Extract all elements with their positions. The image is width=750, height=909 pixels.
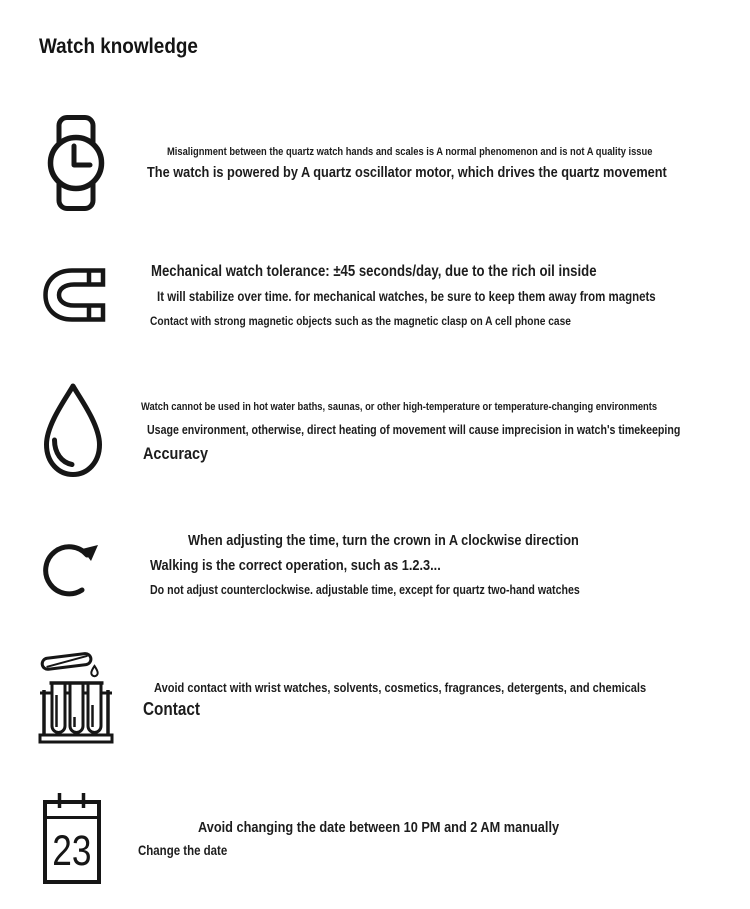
calendar-icon: [42, 791, 102, 886]
section-3-subline: Usage environment, otherwise, direct heating of movement will cause imprecision in watch's timekeeping: [147, 423, 681, 437]
section-1-note: Misalignment between the quartz watch hands and scales is A normal phenomenon and is not A quality issue: [167, 146, 653, 158]
test-tubes-icon: [38, 647, 114, 745]
wristwatch-icon: [45, 114, 107, 212]
section-4-headline: When adjusting the time, turn the crown in A clockwise direction: [188, 532, 579, 549]
section-4-subline: Walking is the correct operation, such as 1.2.3...: [150, 557, 441, 574]
section-6-headline: Avoid changing the date between 10 PM and 2 AM manually: [198, 819, 560, 836]
section-2-headline: Mechanical watch tolerance: ±45 seconds/day, due to the rich oil inside: [151, 263, 597, 280]
water-drop-icon: [41, 382, 105, 478]
section-2-note: Contact with strong magnetic objects such as the magnetic clasp on A cell phone case: [150, 314, 571, 328]
section-2-subline: It will stabilize over time. for mechanical watches, be sure to keep them away from magnets: [157, 289, 656, 304]
section-5-heading: Contact: [143, 699, 200, 719]
section-6-subline: Change the date: [138, 843, 228, 858]
clockwise-arrow-icon: [42, 529, 100, 605]
calendar-day-label: 23: [52, 826, 92, 875]
section-5-note: Avoid contact with wrist watches, solvents, cosmetics, fragrances, detergents, and chemicals: [154, 680, 647, 695]
section-1-main-text: The watch is powered by A quartz oscillator motor, which drives the quartz movement: [147, 164, 667, 181]
page-title: Watch knowledge: [39, 35, 198, 58]
magnet-icon: [42, 266, 106, 324]
section-4-note: Do not adjust counterclockwise. adjustable time, except for quartz two-hand watches: [150, 583, 580, 597]
section-3-heading: Accuracy: [143, 444, 209, 463]
section-3-note: Watch cannot be used in hot water baths, saunas, or other high-temperature or temperature-changing environments: [141, 401, 658, 413]
